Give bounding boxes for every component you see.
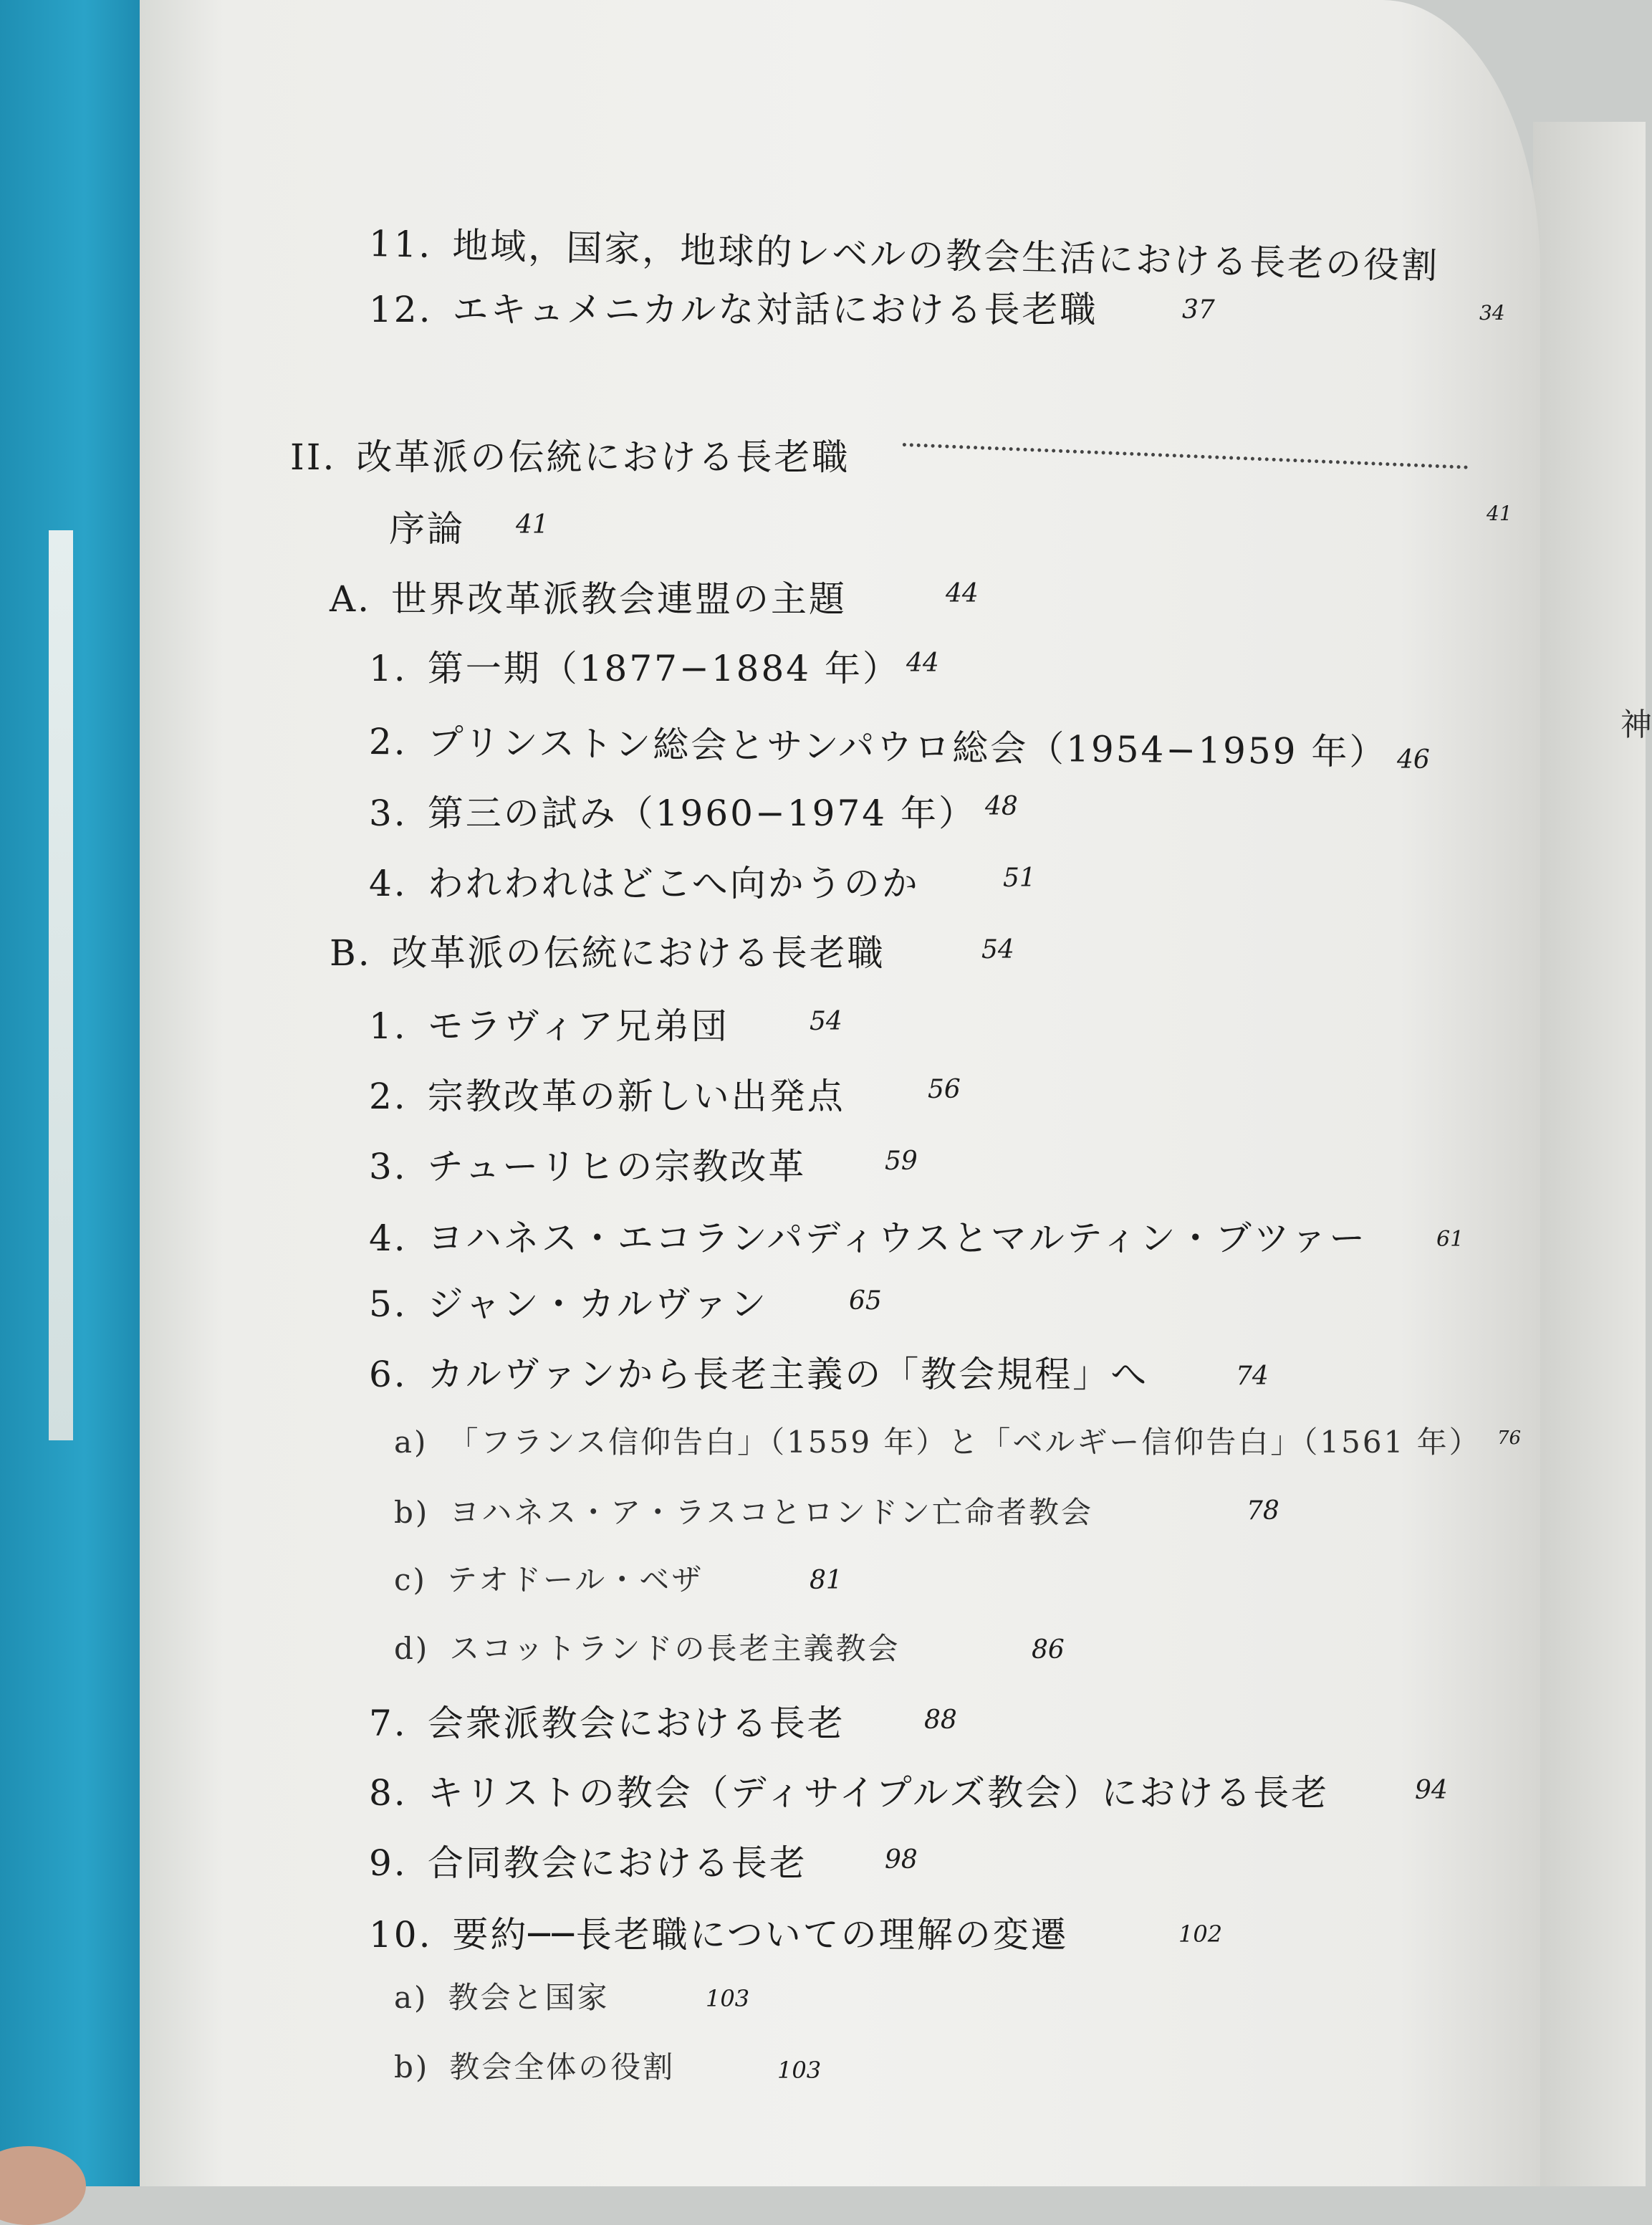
toc-entry: 4. われわれはどこへ向かうのか [369,863,920,904]
toc-entry: B. 改革派の伝統における長老職 [330,932,885,974]
toc-page-number: 54 [981,935,1014,965]
toc-page-number: 81 [810,1566,842,1595]
toc-entry: 2. プリンストン総会とサンパウロ総会（1954−1959 年） [368,721,1388,773]
toc-page-number: 94 [1415,1776,1448,1805]
toc-entry: A. 世界改革派教会連盟の主題 [330,578,847,620]
toc-page-number: 56 [928,1075,961,1104]
toc-page-number: 78 [1247,1496,1279,1526]
toc-entry: 12. エキュメニカルな対話における長老職 [369,289,1098,330]
toc-page-number: 44 [906,649,939,678]
toc-entry: a) 「フランス信仰告白」（1559 年）と「ベルギー信仰告白」（1561 年） [394,1425,1481,1460]
toc-page-number: 37 [1182,295,1215,325]
cover-stripe [49,530,73,1440]
toc-page-number: 48 [985,792,1018,821]
toc-page-number: 98 [885,1845,918,1875]
book-cover [0,0,154,2186]
toc-leader-dots [903,443,1469,469]
toc-page-number: 65 [849,1286,882,1316]
toc-page-number: 88 [924,1705,957,1735]
toc-entry: 10. 要約──長老職についての理解の変遷 [369,1914,1069,1956]
toc-page-number: 46 [1397,745,1430,775]
toc-page-number: 54 [810,1007,842,1036]
toc-page-number: 41 [516,510,549,540]
toc-entry: 1. 第一期（1877−1884 年） [369,648,901,689]
toc-entry: b) ヨハネス・ア・ラスコとロンドン亡命者教会 [394,1495,1094,1530]
toc-page-number: 103 [706,1985,750,2012]
toc-page-number: 103 [777,2057,822,2084]
toc-entry: 5. ジャン・カルヴァン [369,1283,769,1325]
toc-entry: 3. チューリヒの宗教改革 [369,1146,807,1187]
facing-page-glyph: 神 [1620,707,1652,743]
toc-entry: 4. ヨハネス・エコランパディウスとマルティン・ブツァー [369,1217,1368,1259]
toc-page-number: 102 [1178,1920,1223,1948]
toc-entry: 序論 [389,508,465,550]
toc-entry: a) 教会と国家 [394,1980,610,2015]
toc-page [140,0,1540,2186]
toc-entry: b) 教会全体の役割 [394,2049,676,2085]
toc-entry: 8. キリストの教会（ディサイプルズ教会）における長老 [369,1772,1330,1814]
toc-page-number: 34 [1479,301,1505,325]
toc-entry: 9. 合同教会における長老 [369,1842,807,1884]
facing-page-edge [1533,122,1646,2186]
toc-entry: c) テオドール・ベザ [394,1562,704,1597]
toc-page-number: 76 [1497,1427,1522,1449]
toc-page-number: 86 [1032,1635,1065,1665]
toc-page-number: 61 [1436,1227,1464,1252]
toc-page-number: 74 [1236,1362,1269,1391]
toc-entry: d) スコットランドの長老主義教会 [394,1631,901,1666]
toc-entry: 1. モラヴィア兄弟団 [369,1005,729,1047]
toc-page-number: 59 [885,1147,918,1176]
toc-entry: 2. 宗教改革の新しい出発点 [369,1076,845,1117]
toc-entry: II. 改革派の伝統における長老職 [290,436,850,478]
toc-entry: 11. 地域，国家，地球的レベルの教会生活における長老の役割 [368,223,1440,287]
toc-page-number: 41 [1487,502,1512,525]
toc-entry: 3. 第三の試み（1960−1974 年） [369,793,976,834]
toc-page-number: 51 [1003,863,1036,893]
toc-entry: 6. カルヴァンから長老主義の「教会規程」へ [369,1354,1149,1395]
toc-entry: 7. 会衆派教会における長老 [369,1703,845,1744]
toc-page-number: 44 [946,579,979,608]
